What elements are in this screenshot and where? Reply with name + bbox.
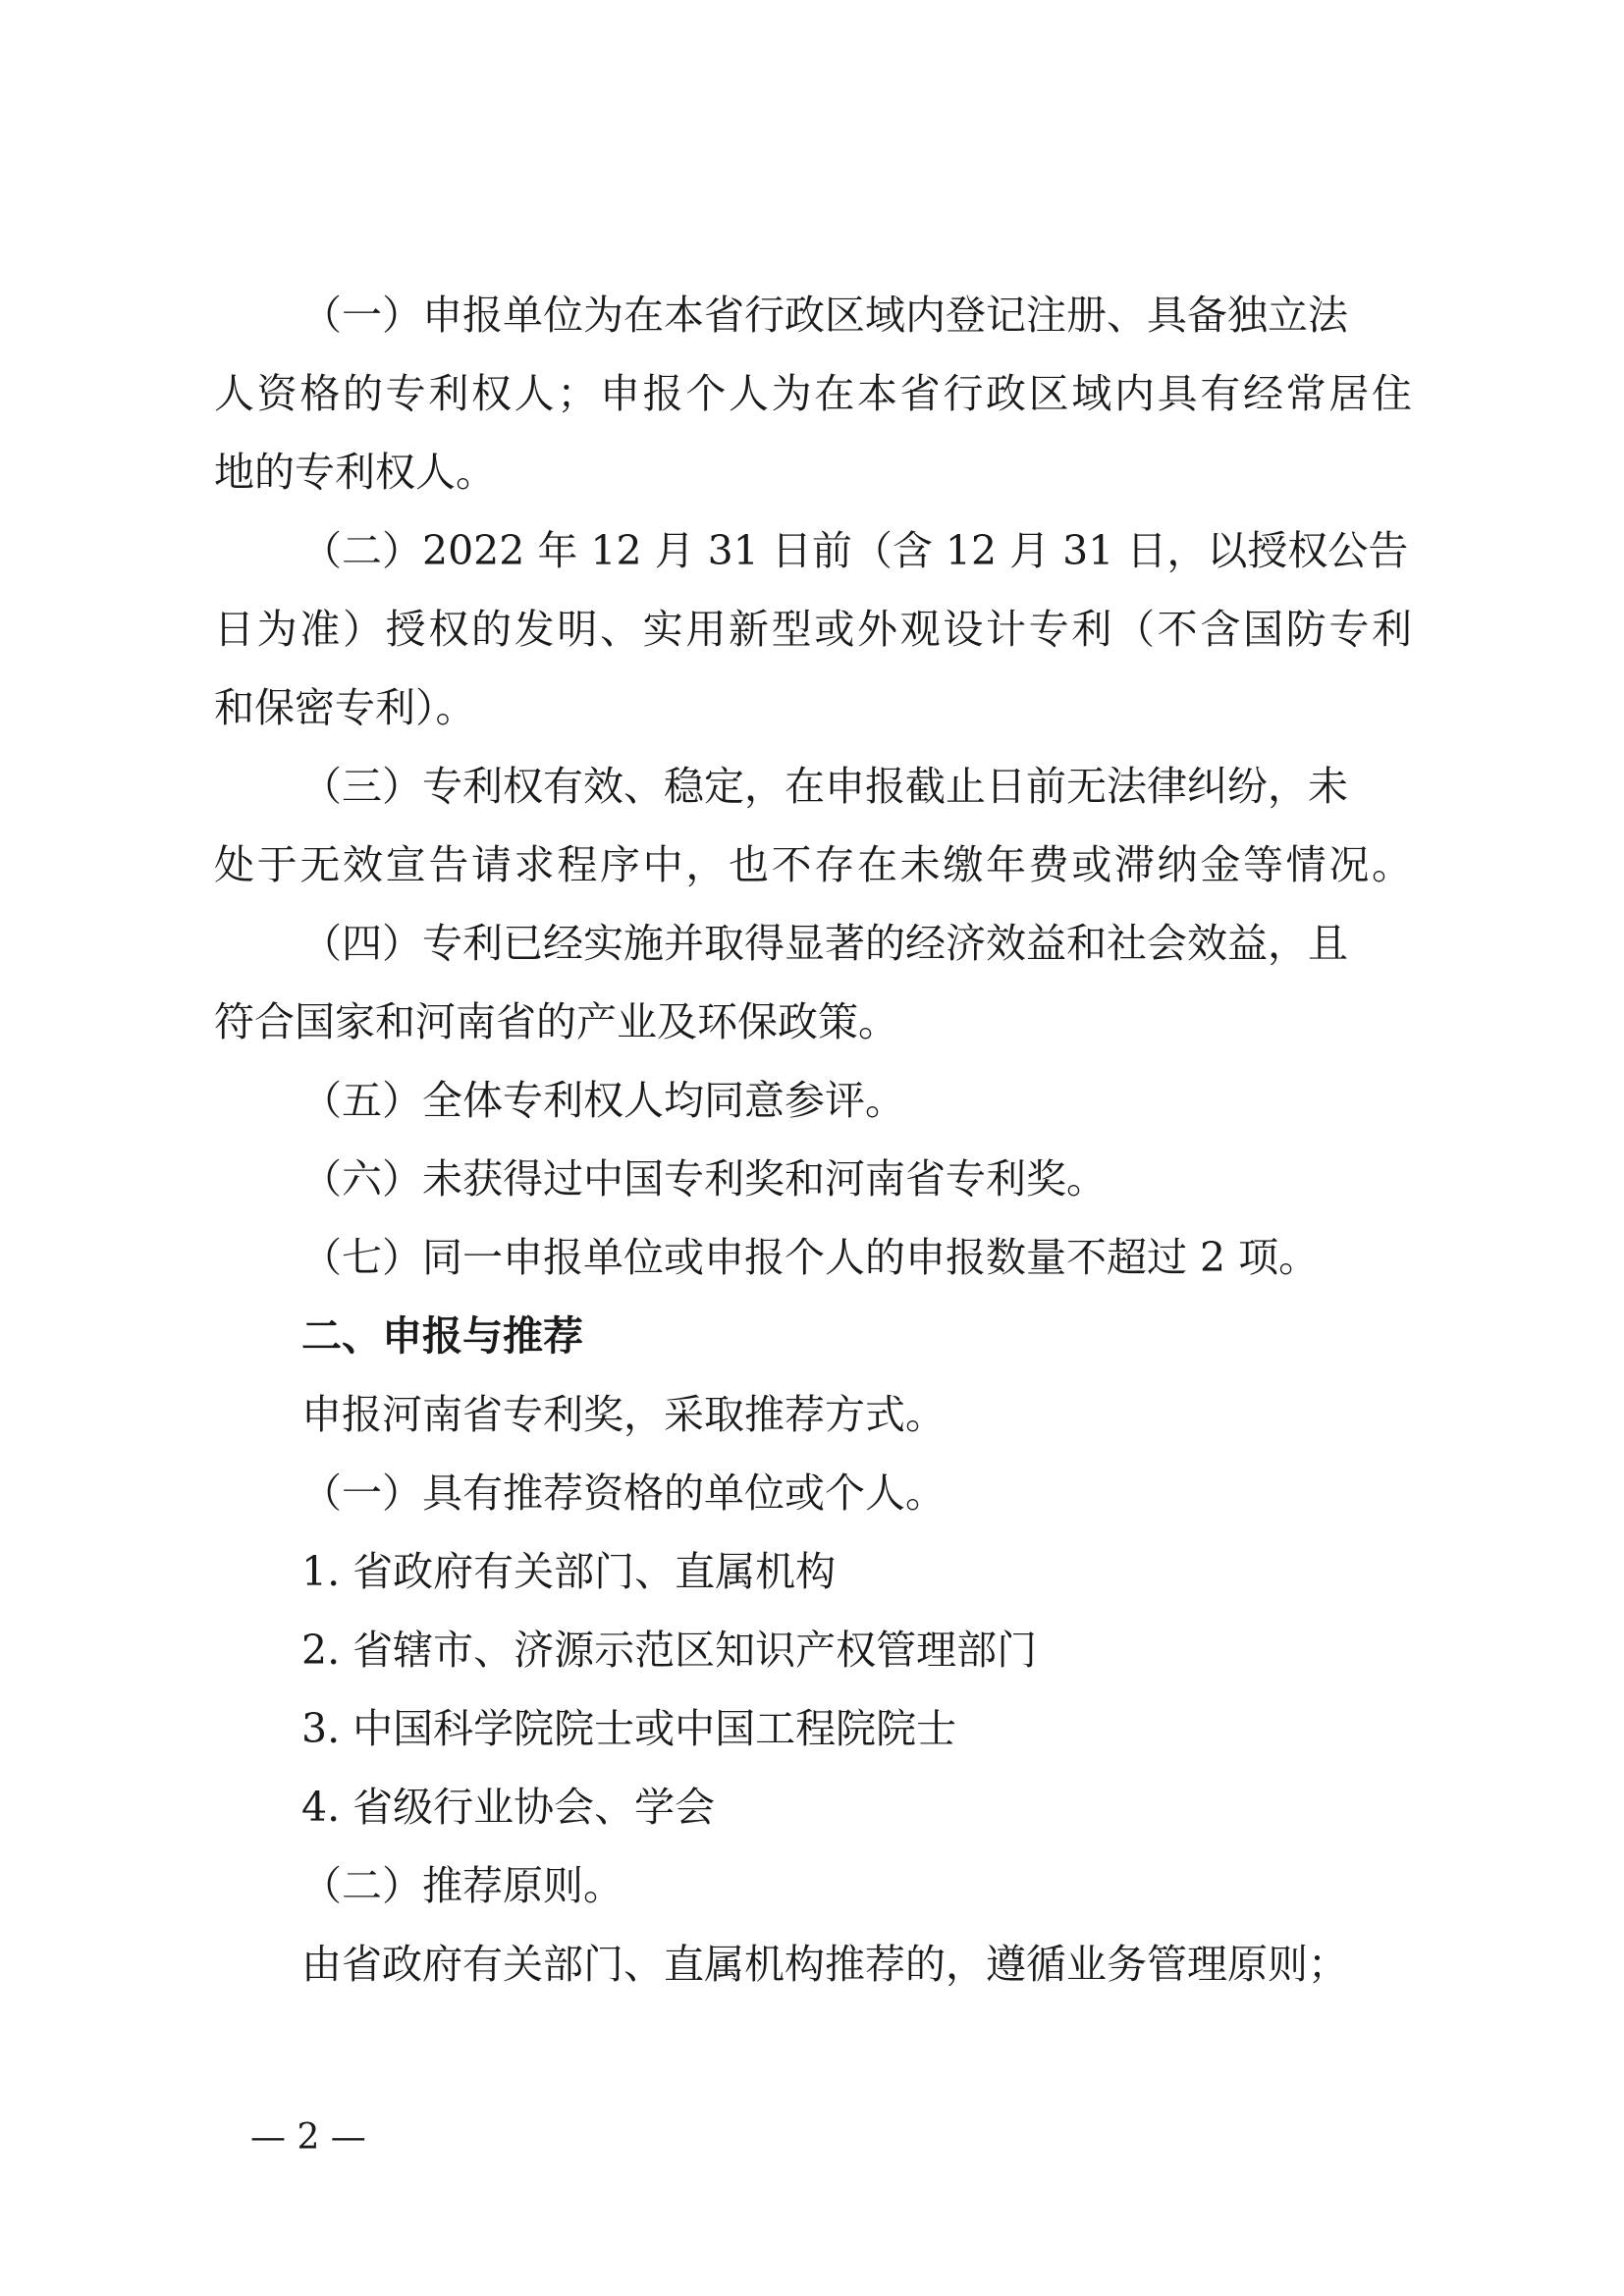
condition-3-line-2: 处于无效宣告请求程序中，也不存在未缴年费或滞纳金等情况。 <box>214 841 1412 888</box>
condition-2-line-1: （二）2022 年 12 月 31 日前（含 12 月 31 日，以授权公告 <box>301 527 1409 574</box>
subsection-heading-2: （二）推荐原则。 <box>301 1862 623 1909</box>
list-item-1: 1. 省政府有关部门、直属机构 <box>301 1548 837 1595</box>
condition-3-line-1: （三）专利权有效、稳定，在申报截止日前无法律纠纷，未 <box>301 763 1348 810</box>
condition-7: （七）同一申报单位或申报个人的申报数量不超过 2 项。 <box>301 1234 1320 1281</box>
list-item-3: 3. 中国科学院院士或中国工程院院士 <box>301 1705 957 1752</box>
condition-6: （六）未获得过中国专利奖和河南省专利奖。 <box>301 1155 1107 1202</box>
condition-5: （五）全体专利权人均同意参评。 <box>301 1077 905 1124</box>
section-heading-2: 二、申报与推荐 <box>301 1312 583 1360</box>
condition-2-line-3: 和保密专利）。 <box>214 684 476 731</box>
list-item-2: 2. 省辖市、济源示范区知识产权管理部门 <box>301 1627 1038 1674</box>
list-item-4: 4. 省级行业协会、学会 <box>301 1784 716 1831</box>
condition-1-line-1: （一）申报单位为在本省行政区域内登记注册、具备独立法 <box>301 292 1348 339</box>
condition-1-line-3: 地的专利权人。 <box>214 449 496 496</box>
condition-4-line-2: 符合国家和河南省的产业及环保政策。 <box>214 998 898 1045</box>
page-number: — 2 — <box>250 2117 366 2158</box>
principle-line: 由省政府有关部门、直属机构推荐的，遵循业务管理原则； <box>301 1941 1348 1988</box>
condition-2-line-2: 日为准）授权的发明、实用新型或外观设计专利（不含国防专利 <box>214 606 1412 653</box>
section-2-intro: 申报河南省专利奖，采取推荐方式。 <box>301 1391 946 1438</box>
condition-4-line-1: （四）专利已经实施并取得显著的经济效益和社会效益，且 <box>301 920 1348 967</box>
condition-1-line-2: 人资格的专利权人；申报个人为在本省行政区域内具有经常居住 <box>214 370 1412 417</box>
subsection-heading-1: （一）具有推荐资格的单位或个人。 <box>301 1469 946 1517</box>
